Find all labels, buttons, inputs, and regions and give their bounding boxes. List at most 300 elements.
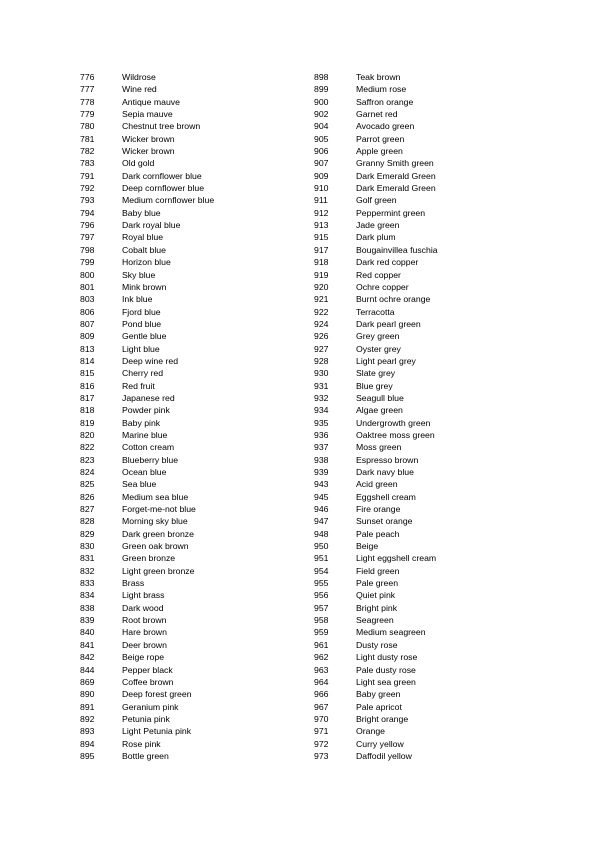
- color-name: Fire orange: [356, 504, 401, 515]
- color-name: Parrot green: [356, 133, 405, 144]
- color-row: [80, 343, 312, 355]
- color-code: 947: [314, 516, 329, 527]
- color-row: [314, 664, 546, 676]
- color-row: [314, 157, 546, 169]
- color-name: Espresso brown: [356, 454, 419, 465]
- color-code: 917: [314, 244, 329, 255]
- color-code: 905: [314, 133, 329, 144]
- color-name: Old gold: [122, 158, 155, 169]
- color-name: Dark wood: [122, 602, 164, 613]
- color-name: Coffee brown: [122, 676, 174, 687]
- color-code: 970: [314, 713, 329, 724]
- color-row: [80, 256, 312, 268]
- color-row: [80, 231, 312, 243]
- color-name: Medium sea blue: [122, 491, 189, 502]
- color-name: Wicker brown: [122, 133, 175, 144]
- color-code: 963: [314, 664, 329, 675]
- color-name: Light eggshell cream: [356, 553, 437, 564]
- color-code: 801: [80, 281, 95, 292]
- color-row: [80, 540, 312, 552]
- color-code: 776: [80, 72, 95, 82]
- color-row: [80, 626, 312, 638]
- color-code: 791: [80, 170, 95, 181]
- color-code: 800: [80, 269, 95, 280]
- color-name: Deep forest green: [122, 689, 192, 700]
- color-row: [314, 318, 546, 330]
- color-name: Orange: [356, 726, 385, 737]
- color-code: 825: [80, 479, 95, 490]
- color-name: Peppermint green: [356, 207, 426, 218]
- color-code: 962: [314, 652, 329, 663]
- color-row: [80, 713, 312, 725]
- color-code: 819: [80, 417, 95, 428]
- color-row: [314, 293, 546, 305]
- color-row: [314, 750, 546, 762]
- color-code: 844: [80, 664, 95, 675]
- color-code: 869: [80, 676, 95, 687]
- color-code: 964: [314, 676, 329, 687]
- color-row: [314, 626, 546, 638]
- color-row: [80, 589, 312, 601]
- color-row: [314, 602, 546, 614]
- color-code: 840: [80, 627, 95, 638]
- color-code: 966: [314, 689, 329, 700]
- color-code: 777: [80, 84, 95, 95]
- color-name: Saffron orange: [356, 96, 414, 107]
- color-row: [314, 108, 546, 120]
- color-name: Seagull blue: [356, 392, 404, 403]
- color-row: [80, 96, 312, 108]
- color-name: Wicker brown: [122, 146, 175, 157]
- color-row: [314, 231, 546, 243]
- color-name: Dark Emerald Green: [356, 170, 436, 181]
- color-code: 898: [314, 72, 329, 82]
- color-name: Algae green: [356, 405, 403, 416]
- color-name: Cobalt blue: [122, 244, 166, 255]
- color-row: [80, 182, 312, 194]
- color-name: Daffodil yellow: [356, 750, 412, 761]
- color-code: 834: [80, 590, 95, 601]
- color-name: Ink blue: [122, 294, 153, 305]
- color-row: [80, 738, 312, 750]
- color-code: 945: [314, 491, 329, 502]
- color-code: 961: [314, 639, 329, 650]
- color-name: Sea blue: [122, 479, 157, 490]
- color-code: 830: [80, 541, 95, 552]
- color-row: [80, 664, 312, 676]
- color-row: [80, 528, 312, 540]
- color-code: 907: [314, 158, 329, 169]
- color-code: 946: [314, 504, 329, 515]
- color-code: 823: [80, 454, 95, 465]
- color-row: [314, 565, 546, 577]
- color-name: Jade green: [356, 220, 400, 231]
- color-row: [80, 269, 312, 281]
- color-name: Horizon blue: [122, 257, 171, 268]
- color-code: 842: [80, 652, 95, 663]
- color-name: Bright orange: [356, 713, 409, 724]
- color-row: [80, 293, 312, 305]
- color-code: 912: [314, 207, 329, 218]
- color-code: 920: [314, 281, 329, 292]
- color-code: 803: [80, 294, 95, 305]
- color-name: Red fruit: [122, 380, 155, 391]
- color-name: Wine red: [122, 84, 157, 95]
- color-name: Beige: [356, 541, 379, 552]
- color-row: [80, 614, 312, 626]
- color-row: [314, 651, 546, 663]
- color-code: 936: [314, 429, 329, 440]
- color-name: Granny Smith green: [356, 158, 434, 169]
- color-name: Pale peach: [356, 528, 400, 539]
- color-code: 955: [314, 578, 329, 589]
- color-row: [314, 540, 546, 552]
- color-name: Seagreen: [356, 615, 394, 626]
- color-name: Deer brown: [122, 639, 167, 650]
- color-row: [314, 380, 546, 392]
- color-row: [80, 417, 312, 429]
- color-name: Red copper: [356, 269, 401, 280]
- color-code: 891: [80, 701, 95, 712]
- color-name: Deep cornflower blue: [122, 183, 205, 194]
- color-name: Light sea green: [356, 676, 416, 687]
- color-name: Dark red copper: [356, 257, 419, 268]
- color-name: Ochre copper: [356, 281, 409, 292]
- color-code: 815: [80, 368, 95, 379]
- color-code: 918: [314, 257, 329, 268]
- color-row: [80, 380, 312, 392]
- color-code: 972: [314, 738, 329, 749]
- color-code: 796: [80, 220, 95, 231]
- color-code: 928: [314, 355, 329, 366]
- color-row: [314, 478, 546, 490]
- color-code: 841: [80, 639, 95, 650]
- color-row: [80, 133, 312, 145]
- color-name: Light dusty rose: [356, 652, 418, 663]
- color-name: Field green: [356, 565, 400, 576]
- color-name: Japanese red: [122, 392, 175, 403]
- color-row: [314, 713, 546, 725]
- color-name: Fjord blue: [122, 306, 161, 317]
- color-code: 957: [314, 602, 329, 613]
- color-name: Apple green: [356, 146, 403, 157]
- left-color-column: [80, 71, 312, 762]
- color-code: 818: [80, 405, 95, 416]
- color-code: 824: [80, 467, 95, 477]
- color-row: [314, 503, 546, 515]
- color-row: [80, 83, 312, 95]
- color-name: Light blue: [122, 343, 160, 354]
- color-row: [80, 194, 312, 206]
- color-name: Deep wine red: [122, 355, 179, 366]
- color-name: Dark Emerald Green: [356, 183, 436, 194]
- color-code: 967: [314, 701, 329, 712]
- color-code: 779: [80, 109, 95, 120]
- color-row: [80, 367, 312, 379]
- color-name: Dark plum: [356, 232, 396, 243]
- color-name: Wildrose: [122, 72, 156, 82]
- color-row: [314, 392, 546, 404]
- color-row: [314, 417, 546, 429]
- color-row: [80, 466, 312, 478]
- color-code: 926: [314, 331, 329, 342]
- color-row: [314, 244, 546, 256]
- color-row: [314, 552, 546, 564]
- color-code: 894: [80, 738, 95, 749]
- color-code: 827: [80, 504, 95, 515]
- color-code: 820: [80, 429, 95, 440]
- color-code: 943: [314, 479, 329, 490]
- color-code: 839: [80, 615, 95, 626]
- color-name: Pale green: [356, 578, 399, 589]
- color-name: Light green bronze: [122, 565, 195, 576]
- color-code: 959: [314, 627, 329, 638]
- color-name: Green bronze: [122, 553, 176, 564]
- color-name: Forget-me-not blue: [122, 504, 196, 515]
- color-code: 829: [80, 528, 95, 539]
- color-code: 828: [80, 516, 95, 527]
- color-row: [314, 577, 546, 589]
- color-name: Gentle blue: [122, 331, 167, 342]
- color-code: 833: [80, 578, 95, 589]
- color-code: 927: [314, 343, 329, 354]
- color-row: [80, 170, 312, 182]
- color-code: 906: [314, 146, 329, 157]
- color-name: Medium cornflower blue: [122, 195, 215, 206]
- color-row: [314, 688, 546, 700]
- color-code: 932: [314, 392, 329, 403]
- color-row: [80, 281, 312, 293]
- color-name: Teak brown: [356, 72, 401, 82]
- color-row: [314, 725, 546, 737]
- color-row: [80, 515, 312, 527]
- color-code: 904: [314, 121, 329, 132]
- color-code: 792: [80, 183, 95, 194]
- color-code: 934: [314, 405, 329, 416]
- color-row: [80, 701, 312, 713]
- color-row: [314, 269, 546, 281]
- color-row: [80, 454, 312, 466]
- color-row: [80, 392, 312, 404]
- color-code: 911: [314, 195, 328, 206]
- color-row: [80, 244, 312, 256]
- color-row: [80, 503, 312, 515]
- color-code: 909: [314, 170, 329, 181]
- color-name: Green oak brown: [122, 541, 189, 552]
- color-code: 799: [80, 257, 95, 268]
- color-name: Medium seagreen: [356, 627, 426, 638]
- color-row: [314, 639, 546, 651]
- color-name: Ocean blue: [122, 467, 167, 477]
- color-name: Burnt ochre orange: [356, 294, 431, 305]
- color-row: [314, 170, 546, 182]
- color-row: [80, 71, 312, 83]
- color-name: Dusty rose: [356, 639, 398, 650]
- color-code: 794: [80, 207, 95, 218]
- color-name: Pond blue: [122, 318, 162, 329]
- color-row: [314, 194, 546, 206]
- color-code: 954: [314, 565, 329, 576]
- color-code: 798: [80, 244, 95, 255]
- color-name: Dark navy blue: [356, 467, 414, 477]
- color-code: 900: [314, 96, 329, 107]
- color-name: Light pearl grey: [356, 355, 416, 366]
- color-row: [314, 701, 546, 713]
- color-row: [80, 676, 312, 688]
- color-row: [80, 306, 312, 318]
- color-row: [80, 330, 312, 342]
- color-name: Cherry red: [122, 368, 164, 379]
- color-row: [80, 145, 312, 157]
- color-code: 950: [314, 541, 329, 552]
- color-name: Medium rose: [356, 84, 407, 95]
- color-name: Antique mauve: [122, 96, 180, 107]
- color-code: 817: [80, 392, 95, 403]
- color-row: [80, 120, 312, 132]
- color-row: [314, 454, 546, 466]
- color-row: [80, 688, 312, 700]
- color-name: Baby green: [356, 689, 401, 700]
- color-row: [314, 343, 546, 355]
- color-row: [80, 157, 312, 169]
- color-name: Quiet pink: [356, 590, 396, 601]
- color-row: [314, 355, 546, 367]
- color-row: [80, 639, 312, 651]
- color-name: Petunia pink: [122, 713, 170, 724]
- color-name: Undergrowth green: [356, 417, 431, 428]
- color-name: Oaktree moss green: [356, 429, 435, 440]
- color-row: [80, 602, 312, 614]
- color-row: [314, 441, 546, 453]
- color-row: [80, 219, 312, 231]
- color-row: [314, 429, 546, 441]
- color-code: 793: [80, 195, 95, 206]
- color-code: 913: [314, 220, 329, 231]
- color-name: Slate grey: [356, 368, 396, 379]
- color-row: [314, 120, 546, 132]
- color-name: Rose pink: [122, 738, 161, 749]
- color-row: [314, 330, 546, 342]
- color-row: [80, 108, 312, 120]
- color-code: 807: [80, 318, 95, 329]
- right-color-column: [314, 71, 546, 762]
- color-code: 778: [80, 96, 95, 107]
- color-name: Curry yellow: [356, 738, 404, 749]
- color-name: Bottle green: [122, 750, 169, 761]
- color-row: [314, 404, 546, 416]
- color-code: 806: [80, 306, 95, 317]
- color-code: 971: [314, 726, 329, 737]
- color-code: 895: [80, 750, 95, 761]
- color-name: Blueberry blue: [122, 454, 179, 465]
- color-code: 910: [314, 183, 329, 194]
- color-code: 958: [314, 615, 329, 626]
- color-row: [80, 404, 312, 416]
- color-row: [80, 478, 312, 490]
- color-row: [314, 219, 546, 231]
- color-row: [314, 281, 546, 293]
- color-name: Pepper black: [122, 664, 173, 675]
- color-name: Beige rope: [122, 652, 165, 663]
- color-code: 938: [314, 454, 329, 465]
- color-name: Oyster grey: [356, 343, 401, 354]
- color-name: Baby pink: [122, 417, 161, 428]
- color-name: Root brown: [122, 615, 167, 626]
- color-row: [314, 145, 546, 157]
- color-code: 919: [314, 269, 329, 280]
- color-name: Pale dusty rose: [356, 664, 416, 675]
- color-name: Dark royal blue: [122, 220, 181, 231]
- color-row: [80, 441, 312, 453]
- color-row: [314, 515, 546, 527]
- color-row: [314, 96, 546, 108]
- color-name: Garnet red: [356, 109, 398, 120]
- color-name: Sky blue: [122, 269, 156, 280]
- color-code: 831: [80, 553, 95, 564]
- color-name: Moss green: [356, 442, 402, 453]
- color-row: [314, 466, 546, 478]
- color-code: 939: [314, 467, 329, 477]
- color-name: Sepia mauve: [122, 109, 173, 120]
- color-row: [314, 676, 546, 688]
- color-row: [314, 133, 546, 145]
- color-name: Baby blue: [122, 207, 161, 218]
- color-row: [314, 528, 546, 540]
- color-row: [80, 318, 312, 330]
- color-row: [80, 429, 312, 441]
- color-row: [314, 738, 546, 750]
- color-row: [80, 651, 312, 663]
- color-code: 902: [314, 109, 329, 120]
- color-code: 924: [314, 318, 329, 329]
- color-code: 781: [80, 133, 95, 144]
- color-name: Dark pearl green: [356, 318, 421, 329]
- color-code: 956: [314, 590, 329, 601]
- color-code: 832: [80, 565, 95, 576]
- color-code: 937: [314, 442, 329, 453]
- color-code: 826: [80, 491, 95, 502]
- color-code: 921: [314, 294, 329, 305]
- color-row: [314, 306, 546, 318]
- color-name: Chestnut tree brown: [122, 121, 201, 132]
- color-row: [80, 355, 312, 367]
- color-name: Royal blue: [122, 232, 164, 243]
- color-code: 899: [314, 84, 329, 95]
- color-row: [80, 552, 312, 564]
- color-row: [80, 577, 312, 589]
- color-name: Pale apricot: [356, 701, 402, 712]
- color-name: Morning sky blue: [122, 516, 188, 527]
- color-code: 780: [80, 121, 95, 132]
- color-code: 814: [80, 355, 95, 366]
- color-name: Dark cornflower blue: [122, 170, 202, 181]
- color-name: Golf green: [356, 195, 397, 206]
- color-code: 931: [314, 380, 329, 391]
- color-row: [314, 83, 546, 95]
- color-name: Dark green bronze: [122, 528, 194, 539]
- color-row: [314, 367, 546, 379]
- color-name: Eggshell cream: [356, 491, 416, 502]
- color-row: [314, 256, 546, 268]
- color-name: Acid green: [356, 479, 398, 490]
- color-code: 838: [80, 602, 95, 613]
- color-code: 783: [80, 158, 95, 169]
- color-name: Powder pink: [122, 405, 170, 416]
- color-code: 816: [80, 380, 95, 391]
- color-name: Brass: [122, 578, 145, 589]
- color-code: 915: [314, 232, 329, 243]
- color-row: [80, 750, 312, 762]
